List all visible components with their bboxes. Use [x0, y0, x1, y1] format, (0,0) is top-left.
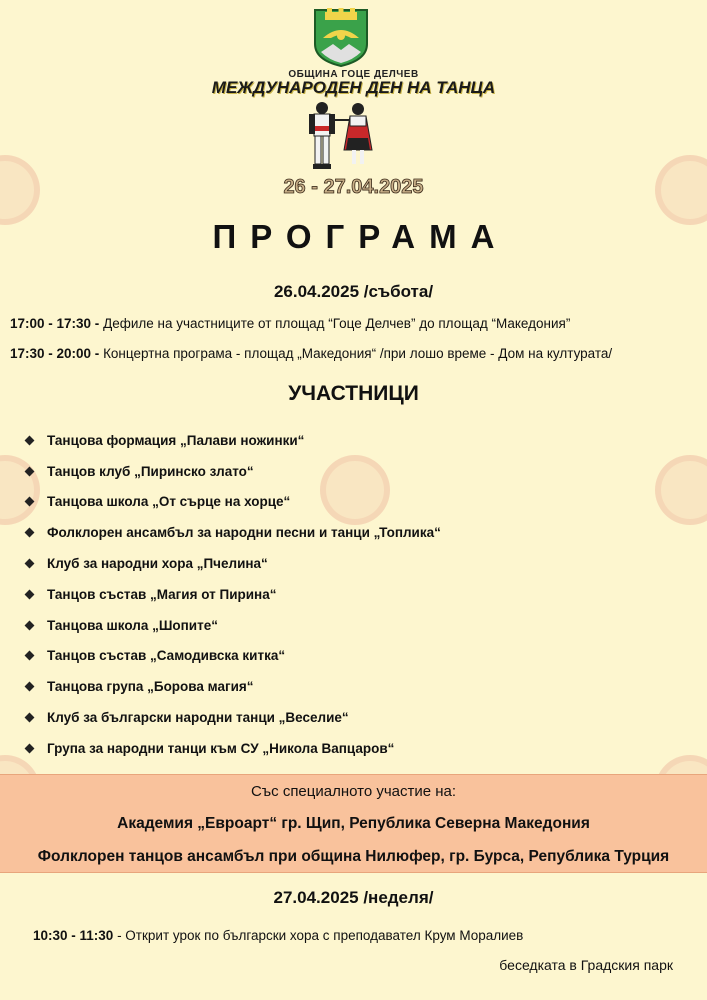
diamond-bullet-icon: [25, 743, 35, 753]
participant-name: Група за народни танци към СУ „Никола Вапцаров“: [47, 740, 395, 756]
participant-name: Танцова школа „От сърце на хорце“: [47, 494, 291, 510]
list-item: [26, 579, 441, 610]
list-item: [26, 733, 441, 764]
schedule-row: [10, 346, 612, 361]
diamond-bullet-icon: [25, 682, 35, 692]
participants-heading: УЧАСТНИЦИ: [288, 382, 419, 405]
diamond-bullet-icon: [25, 651, 35, 661]
participant-name: Танцова формация „Палави ножинки“: [47, 432, 305, 448]
diamond-bullet-icon: [25, 435, 35, 445]
location-note: беседката в Градския парк: [499, 957, 673, 973]
diamond-bullet-icon: [25, 713, 35, 723]
diamond-bullet-icon: [25, 620, 35, 630]
special-guests-intro: Със специалното участие на:: [250, 783, 457, 800]
watermark-logo: [655, 455, 707, 525]
day1-heading: 26.04.2025 /събота/: [273, 282, 434, 301]
schedule-text: - Открит урок по български хора с преподавател Крум Моралиев: [113, 928, 524, 943]
schedule-time: 17:00 - 17:30 -: [10, 316, 100, 331]
program-title: ПРОГРАМА: [212, 218, 509, 255]
participant-name: Фолклорен ансамбъл за народни песни и танци „Топлика“: [47, 525, 441, 541]
participant-list: [26, 425, 441, 764]
diamond-bullet-icon: [25, 497, 35, 507]
schedule-text: Дефиле на участниците от площад “Гоце Делчев” до площад “Македония”: [99, 316, 571, 331]
day2-heading: 27.04.2025 /неделя/: [273, 888, 434, 907]
list-item: [26, 641, 441, 672]
list-item: [26, 702, 441, 733]
list-item: [26, 517, 441, 548]
list-item: [26, 456, 441, 487]
diamond-bullet-icon: [25, 589, 35, 599]
diamond-bullet-icon: [25, 559, 35, 569]
list-item: [26, 425, 441, 456]
municipality-name: ОБЩИНА ГОЦЕ ДЕЛЧЕВ: [288, 69, 419, 80]
folk-dancers-icon: [300, 100, 382, 172]
schedule-row: [10, 316, 570, 331]
schedule-row: [33, 928, 523, 943]
participant-name: Танцов клуб „Пиринско злато“: [47, 463, 254, 479]
event-title: МЕЖДУНАРОДЕН ДЕН НА ТАНЦА: [211, 78, 496, 97]
participant-name: Клуб за народни хора „Пчелина“: [47, 556, 268, 572]
participant-name: Танцов състав „Магия от Пирина“: [47, 586, 277, 602]
event-date-range: 26 - 27.04.2025: [283, 176, 424, 198]
participant-name: Танцова школа „Шопите“: [47, 617, 218, 633]
special-guest: Академия „Евроарт“ гр. Щип, Република Северна Македония: [117, 815, 590, 832]
schedule-text: Концертна програма - площад „Македония“ /при лошо време - Дом на културата/: [99, 346, 613, 361]
municipality-crest-icon: [313, 8, 369, 68]
list-item: [26, 487, 441, 518]
participant-name: Танцова група „Борова магия“: [47, 679, 254, 695]
schedule-time: 17:30 - 20:00 -: [10, 346, 100, 361]
list-item: [26, 548, 441, 579]
participant-name: Клуб за български народни танци „Веселие“: [47, 710, 349, 726]
list-item: [26, 671, 441, 702]
participant-name: Танцов състав „Самодивска китка“: [47, 648, 286, 664]
special-guests-band: [0, 774, 707, 873]
diamond-bullet-icon: [25, 466, 35, 476]
list-item: [26, 610, 441, 641]
special-guest: Фолклорен танцов ансамбъл при община Нилюфер, гр. Бурса, Република Турция: [37, 848, 670, 865]
schedule-time: 10:30 - 11:30: [33, 928, 114, 943]
diamond-bullet-icon: [25, 528, 35, 538]
